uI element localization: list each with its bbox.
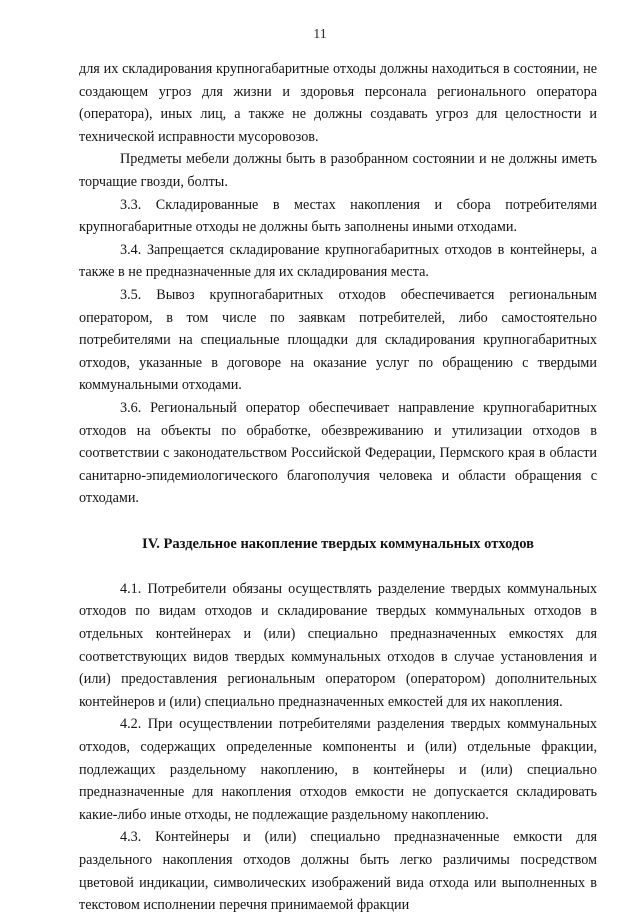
section-heading: IV. Раздельное накопление твердых коммунальных отходов <box>142 535 534 552</box>
paragraph-3-3: 3.3. Складированные в местах накопления и сбора потребителями крупногабаритные отходы не должны быть заполнены иными отходами. <box>79 196 597 236</box>
paragraph-4-3: 4.3. Контейнеры и (или) специально предназначенные емкости для раздельного накопления отходов должны быть легко различимы посредством цветовой индикации, символических изображений вида отхода или выполненных в текстовом исполнении перечня принимаемой фракции <box>79 829 597 914</box>
paragraph-3-6: 3.6. Региональный оператор обеспечивает направление крупногабаритных отходов на объекты по обработке, обезвреживанию и утилизации отходов в соответствии с законодательством Российской Федерации, Пермского края в области санитарно-эпидемиологического благополучия человека и области обращения с отходами. <box>79 399 597 507</box>
paragraph-continuation: для их складирования крупногабаритные отходы должны находиться в состоянии, не создающем угроз для жизни и здоровья персонала регионального оператора (оператора), иных лиц, а также не должны создавать угроз для целостности и технической исправности мусоровозов. <box>79 61 597 145</box>
paragraph-4-1: 4.1. Потребители обязаны осуществлять разделение твердых коммунальных отходов по видам отходов и складирование твердых коммунальных отходов в отдельных контейнерах и (или) специально предназначенных емкостях для соответствующих видов твердых коммунальных отходов в случае установления и (или) предоставления региональным оператором (оператором) дополнительных контейнеров и (или) специально предназначенных емкостей для их накопления. <box>79 580 597 710</box>
paragraph-3-5: 3.5. Вывоз крупногабаритных отходов обеспечивается региональным оператором, в том числе по заявкам потребителей, либо самостоятельно потребителями на специальные площадки для складирования крупногабаритных отходов, указанные в договоре на оказание услуг по обращению с твердыми коммунальными отходами. <box>79 286 597 394</box>
paragraph-4-2: 4.2. При осуществлении потребителями разделения твердых коммунальных отходов, содержащих определенные компоненты и (или) отдельные фракции, подлежащих раздельному накоплению, в контейнеры и (или) специально предназначенные для накопления отходов емкости не допускается складировать какие-либо иные отходы, не подлежащие раздельному накоплению. <box>79 716 597 823</box>
page-number: 11 <box>313 27 327 42</box>
paragraph-furniture: Предметы мебели должны быть в разобранном состоянии и не должны иметь торчащие гвозди, болты. <box>79 151 597 190</box>
paragraph-3-4: 3.4. Запрещается складирование крупногабаритных отходов в контейнеры, а также в не предназначенные для их складирования места. <box>79 241 597 281</box>
document-body <box>79 58 597 917</box>
